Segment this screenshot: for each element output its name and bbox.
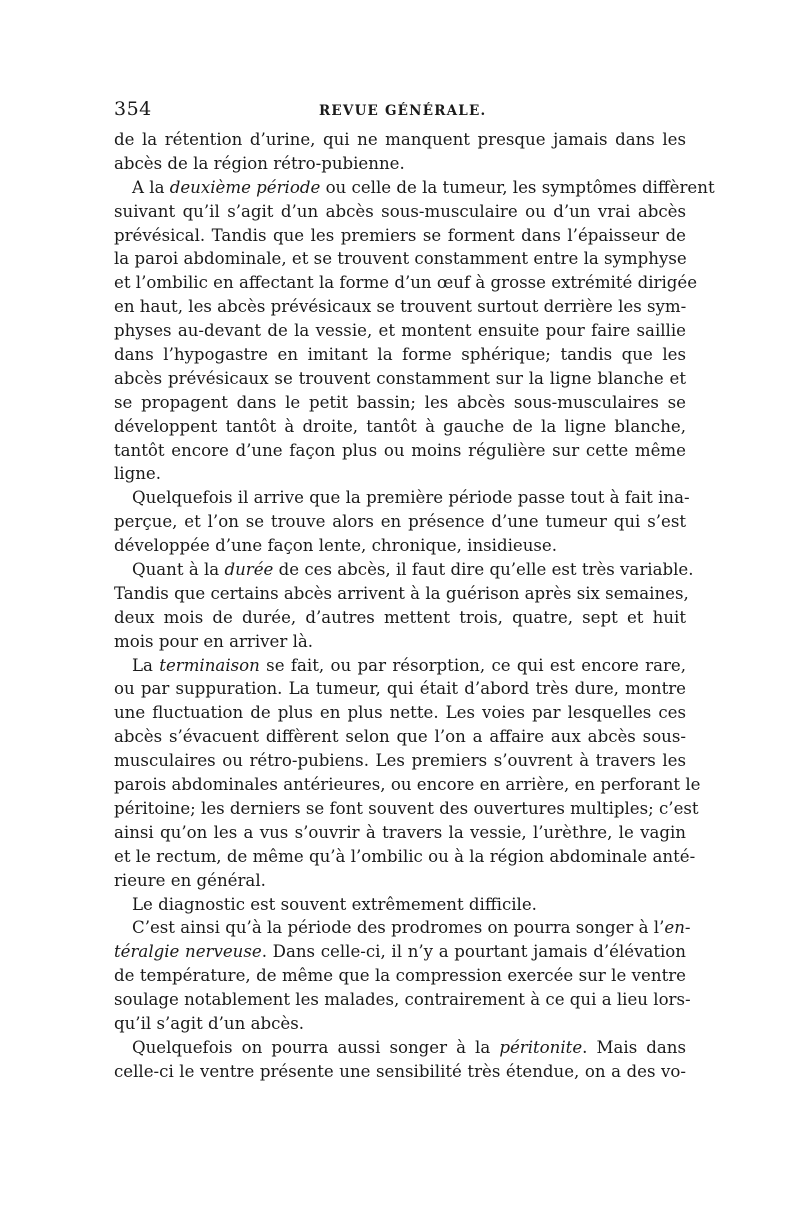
text-line: ligne. [114, 464, 162, 484]
text-line: développent tantôt à droite, tantôt à gauche de la ligne blanche, [114, 416, 686, 436]
text-line: et l’ombilic en affectant la forme d’un œuf à grosse extrémité dirigée [114, 273, 698, 293]
text-line: A la deuxième période ou celle de la tumeur, les symptômes diffèrent [132, 177, 715, 197]
body-text [114, 128, 715, 1084]
text-line: Le diagnostic est souvent extrêmement difficile. [132, 894, 537, 914]
running-header [114, 96, 686, 122]
italic-term: téralgie nerveuse [114, 942, 262, 962]
text-line: développée d’une façon lente, chronique, insidieuse. [114, 536, 558, 556]
running-title: REVUE GÉNÉRALE. [319, 103, 487, 119]
text-line: se propagent dans le petit bassin; les abcès sous-musculaires se [114, 392, 686, 412]
text-line: Quant à la durée de ces abcès, il faut dire qu’elle est très variable. [132, 560, 694, 580]
text-line: abcès s’évacuent diffèrent selon que l’on a affaire aux abcès sous- [114, 727, 686, 747]
text-line: deux mois de durée, d’autres mettent trois, quatre, sept et huit [114, 607, 686, 627]
text-line: téralgie nerveuse. Dans celle-ci, il n’y a pourtant jamais d’élévation [114, 942, 686, 962]
text-line: Quelquefois on pourra aussi songer à la péritonite. Mais dans [132, 1037, 686, 1057]
text-line: mois pour en arriver là. [114, 631, 314, 651]
text-line: physes au-devant de la vessie, et montent ensuite pour faire saillie [114, 321, 686, 341]
text-line: tantôt encore d’une façon plus ou moins régulière sur cette même [114, 440, 686, 460]
text-line: suivant qu’il s’agit d’un abcès sous-musculaire ou d’un vrai abcès [114, 201, 686, 221]
text-line: abcès prévésicaux se trouvent constamment sur la ligne blanche et [114, 368, 686, 388]
text-line: musculaires ou rétro-pubiens. Les premiers s’ouvrent à travers les [114, 751, 686, 771]
text-line: soulage notablement les malades, contrairement à ce qui a lieu lors- [114, 990, 691, 1010]
text-line: ainsi qu’on les a vus s’ouvrir à travers la vessie, l’urèthre, le vagin [114, 822, 686, 842]
text-line: rieure en général. [114, 870, 266, 890]
text-line: Quelquefois il arrive que la première période passe tout à fait ina- [132, 488, 690, 508]
text-line: et le rectum, de même qu’à l’ombilic ou à la région abdominale anté- [114, 846, 696, 866]
text-line: prévésical. Tandis que les premiers se forment dans l’épaisseur de [114, 225, 686, 245]
italic-term: péritonite [499, 1037, 583, 1057]
text-line: perçue, et l’on se trouve alors en présence d’une tumeur qui s’est [114, 512, 686, 532]
text-line: parois abdominales antérieures, ou encore en arrière, en perforant le [114, 775, 701, 795]
text-line: abcès de la région rétro-pubienne. [114, 153, 405, 173]
text-line: une fluctuation de plus en plus nette. Les voies par lesquelles ces [114, 703, 686, 723]
text-line: celle-ci le ventre présente une sensibilité très étendue, on a des vo- [114, 1061, 686, 1081]
italic-term: terminaison [159, 655, 260, 675]
text-line: dans l’hypogastre en imitant la forme sphérique; tandis que les [114, 345, 686, 365]
document-page [114, 96, 715, 1084]
text-line: de la rétention d’urine, qui ne manquent presque jamais dans les [114, 130, 686, 149]
italic-term: en- [664, 918, 691, 938]
text-line: péritoine; les derniers se font souvent des ouvertures multiples; c’est [114, 798, 699, 818]
text-line: de température, de même que la compression exercée sur le ventre [114, 966, 686, 986]
text-line: ou par suppuration. La tumeur, qui était d’abord très dure, montre [114, 679, 686, 699]
text-line: la paroi abdominale, et se trouvent constamment entre la symphyse [114, 249, 687, 269]
text-line: en haut, les abcès prévésicaux se trouvent surtout derrière les sym- [114, 297, 687, 317]
italic-term: durée [224, 560, 274, 580]
page-number: 354 [114, 98, 152, 120]
text-line: Tandis que certains abcès arrivent à la guérison après six semaines, [114, 583, 689, 603]
text-line: C’est ainsi qu’à la période des prodromes on pourra songer à l’en- [132, 918, 691, 938]
text-line: La terminaison se fait, ou par résorption, ce qui est encore rare, [132, 655, 687, 675]
text-line: qu’il s’agit d’un abcès. [114, 1013, 304, 1033]
italic-term: deuxième période [169, 177, 321, 197]
